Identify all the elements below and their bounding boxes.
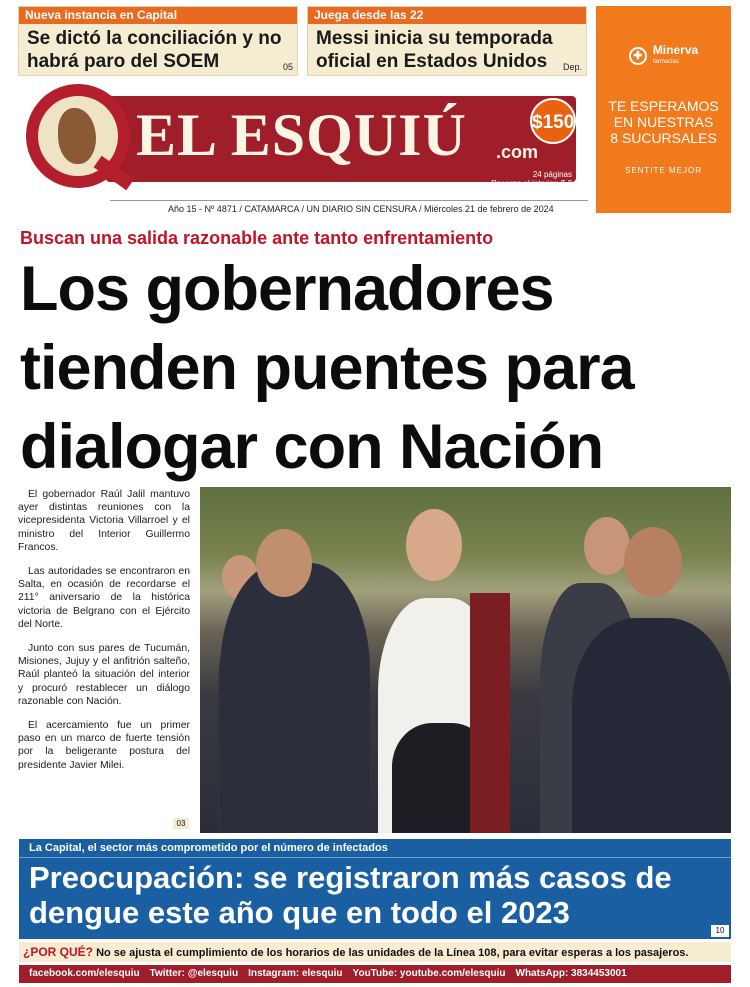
- pharmacy-ad[interactable]: [596, 6, 731, 213]
- article-paragraph: Las autoridades se encontraron en Salta, en ocasión de recordarse el 211° aniversario de la histórica victoria de Belgrano con el Ejército del Norte.: [18, 566, 190, 630]
- teaser-headline[interactable]: Messi inicia su temporada oficial en Estados Unidos: [316, 28, 553, 72]
- social-footer: [19, 965, 731, 983]
- instagram-link[interactable]: Instagram: elesquiu: [248, 968, 343, 979]
- teaser-kicker: Nueva instancia en Capital: [19, 7, 297, 24]
- dengue-story[interactable]: [19, 839, 731, 939]
- masthead: [18, 82, 588, 210]
- photo-figure-head: [624, 527, 682, 597]
- por-que-strip: [19, 942, 731, 962]
- page-count: [491, 170, 572, 188]
- teaser-page-ref: Dep.: [562, 62, 582, 72]
- photo-figure-head: [406, 509, 462, 581]
- main-headline[interactable]: Los gobernadores tienden puentes para dialogar con Nación: [20, 254, 634, 482]
- por-que-label: ¿POR QUÉ?: [23, 945, 94, 959]
- price-badge: $150: [530, 98, 576, 144]
- masthead-divider: [110, 200, 588, 201]
- ad-line-3: 8 SUCURSALES: [610, 130, 717, 146]
- main-page-ref: 03: [173, 818, 189, 829]
- ad-tagline: SENTITE MEJOR: [624, 166, 702, 175]
- whatsapp-link[interactable]: WhatsApp: 3834453001: [515, 968, 627, 979]
- logo-q-map-icon: [26, 84, 130, 188]
- ad-logo: [596, 44, 731, 68]
- teaser-headline[interactable]: Se dictó la conciliación y no habrá paro del SOEM: [27, 28, 282, 72]
- teaser-messi[interactable]: [307, 6, 587, 76]
- photo-figure: [572, 618, 731, 833]
- main-photo[interactable]: [200, 487, 731, 833]
- pharmacy-logo-icon: ✚: [629, 47, 647, 65]
- main-kicker: Buscan una salida razonable ante tanto enfrentamiento: [20, 228, 494, 248]
- newspaper-title: EL ESQUIÚ: [136, 102, 467, 168]
- ad-line-2: EN NUESTRAS: [613, 114, 714, 130]
- por-que-text: No se ajusta el cumplimiento de los horarios de las unidades de la Línea 108, para evitar esperas a los pasajeros.: [96, 947, 689, 959]
- ad-brand-name: Minerva: [652, 43, 699, 57]
- photo-figure-head: [584, 517, 630, 575]
- ad-brand-sub: farmacias: [652, 59, 679, 65]
- ad-line-1: TE ESPERAMOS: [608, 98, 719, 114]
- pages-text: 24 páginas: [532, 170, 572, 179]
- youtube-link[interactable]: YouTube: youtube.com/elesquiu: [352, 968, 506, 979]
- photo-figure: [470, 593, 510, 833]
- twitter-link[interactable]: Twitter: @elesquiu: [149, 968, 239, 979]
- article-paragraph: Junto con sus pares de Tucumán, Misiones, Jujuy y el anfitrión salteño, Raúl planteó la situación del interior y procuró restablecer un diálogo razonable con Nación.: [18, 643, 190, 707]
- article-paragraph: El gobernador Raúl Jalil mantuvo ayer distintas reuniones con la vicepresidenta Victoria Villarroel y el ministro del Interior Guillermo Francos.: [18, 489, 190, 553]
- dengue-headline[interactable]: Preocupación: se registraron más casos de dengue este año que en todo el 2023: [29, 860, 672, 930]
- dateline: Año 15 - Nº 4871 / CATAMARCA / UN DIARIO SIN CENSURA / Miércoles 21 de febrero de 2024: [168, 204, 554, 214]
- surcharge-text: Recargo al interior: $ 2: [491, 179, 572, 188]
- ad-brand: [653, 44, 698, 68]
- teaser-page-ref: 05: [282, 62, 293, 72]
- article-paragraph: El acercamiento fue un primer paso en un marco de fuerte tensión por la beligerante postura del presidente Javier Milei.: [18, 720, 190, 771]
- photo-figure-head: [256, 529, 312, 597]
- facebook-link[interactable]: facebook.com/elesquiu: [29, 968, 140, 979]
- teaser-kicker: Juega desde las 22: [308, 7, 586, 24]
- photo-figure: [220, 563, 370, 833]
- newspaper-domain: .com: [496, 142, 539, 162]
- main-article-body: [18, 488, 190, 783]
- dengue-page-ref: 10: [711, 925, 729, 937]
- dengue-kicker: La Capital, el sector más comprometido por el número de infectados: [19, 839, 731, 858]
- teaser-soem[interactable]: [18, 6, 298, 76]
